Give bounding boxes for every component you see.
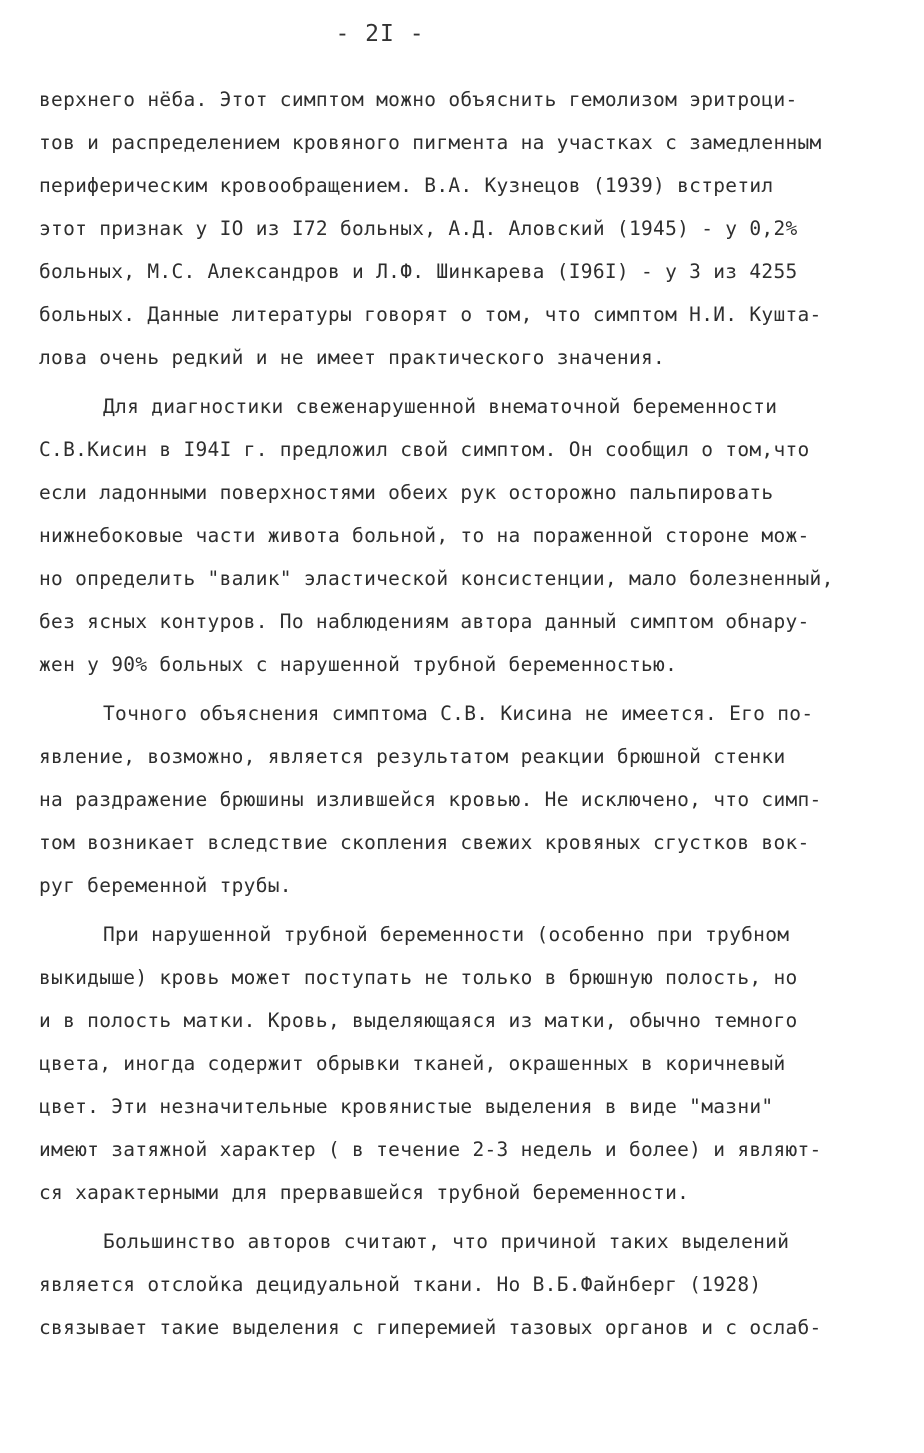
text-line: том возникает вследствие скопления свежих кровяных сгустков вок- <box>39 831 810 854</box>
paragraph <box>39 385 884 686</box>
text-line: тов и распределением кровяного пигмента на участках с замедленным <box>39 131 822 154</box>
text-line: ся характерными для прервавшейся трубной беременности. <box>39 1181 690 1204</box>
text-line: является отслойка децидуальной ткани. Но В.Б.Файнберг (1928) <box>39 1273 762 1296</box>
text-line: Для диагностики свеженарушенной внематочной беременности <box>103 395 778 418</box>
text-line: этот признак у IO из I72 больных, А.Д. Аловский (1945) - у 0,2% <box>39 217 798 240</box>
text-line: но определить "валик" эластической консистенции, мало болезненный, <box>39 567 834 590</box>
paragraph <box>39 692 884 907</box>
text-line: больных. Данные литературы говорят о том, что симптом Н.И. Кушта- <box>39 303 822 326</box>
text-line: Точного объяснения симптома С.В. Кисина не имеется. Его по- <box>103 702 814 725</box>
text-line: Большинство авторов считают, что причиной таких выделений <box>103 1230 790 1253</box>
text-line: С.В.Кисин в I94I г. предложил свой симптом. Он сообщил о том,что <box>39 438 810 461</box>
body-text <box>39 78 884 1349</box>
text-line: больных, М.С. Александров и Л.Ф. Шинкарева (I96I) - у 3 из 4255 <box>39 260 798 283</box>
paragraph <box>39 913 884 1214</box>
text-line: без ясных контуров. По наблюдениям автора данный симптом обнару- <box>39 610 810 633</box>
text-line: цвета, иногда содержит обрывки тканей, окрашенных в коричневый <box>39 1052 786 1075</box>
paragraph <box>39 1220 884 1349</box>
paragraph <box>39 78 884 379</box>
text-line: явление, возможно, является результатом реакции брюшной стенки <box>39 745 786 768</box>
text-line: руг беременной трубы. <box>39 874 292 897</box>
text-line: нижнебоковые части живота больной, то на пораженной стороне мож- <box>39 524 810 547</box>
text-line: выкидыше) кровь может поступать не только в брюшную полость, но <box>39 966 798 989</box>
text-line: жен у 90% больных с нарушенной трубной беременностью. <box>39 653 678 676</box>
text-line: лова очень редкий и не имеет практического значения. <box>39 346 666 369</box>
text-line: верхнего нёба. Этот симптом можно объяснить гемолизом эритроци- <box>39 88 798 111</box>
text-line: имеют затяжной характер ( в течение 2-3 недель и более) и являют- <box>39 1138 822 1161</box>
text-line: При нарушенной трубной беременности (особенно при трубном <box>103 923 790 946</box>
text-line: периферическим кровообращением. В.А. Кузнецов (1939) встретил <box>39 174 774 197</box>
text-line: на раздражение брюшины излившейся кровью. Не исключено, что симп- <box>39 788 822 811</box>
text-line: связывает такие выделения с гиперемией тазовых органов и с ослаб- <box>39 1316 822 1339</box>
text-line: и в полость матки. Кровь, выделяющаяся из матки, обычно темного <box>39 1009 798 1032</box>
text-line: цвет. Эти незначительные кровянистые выделения в виде "мазни" <box>39 1095 774 1118</box>
text-line: если ладонными поверхностями обеих рук осторожно пальпировать <box>39 481 774 504</box>
page-number: - 2I - <box>335 21 425 47</box>
